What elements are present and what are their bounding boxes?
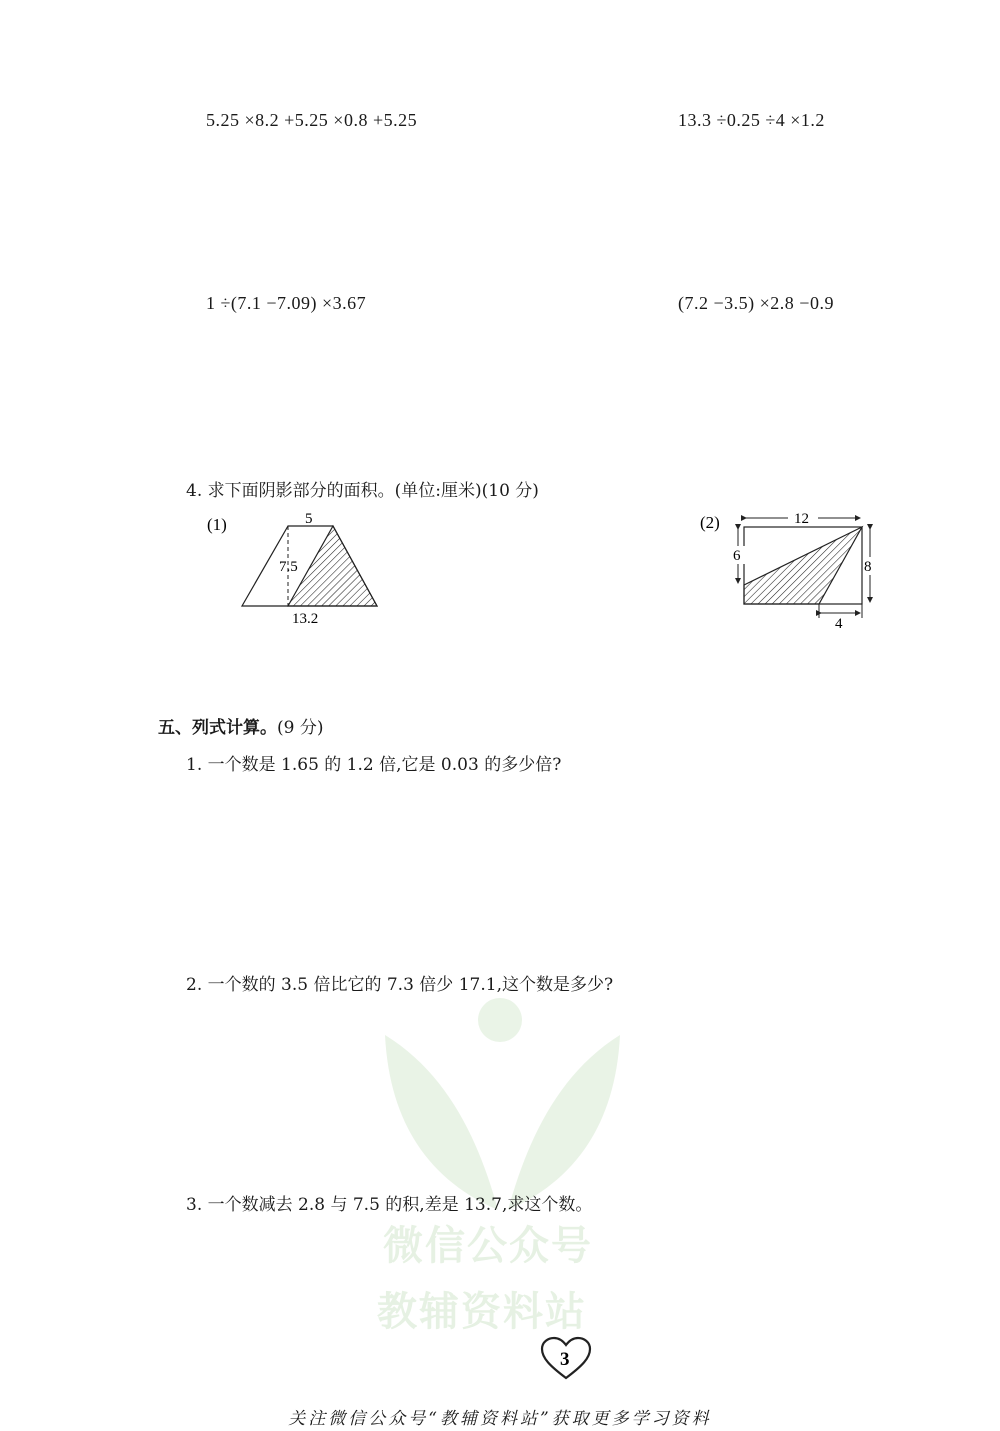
figure-2-top-label: 12: [794, 511, 809, 527]
section-5-item-1: 1. 一个数是 1.65 的 1.2 倍,它是 0.03 的多少倍?: [186, 755, 562, 775]
figure-2: [698, 508, 888, 637]
question-4-text: 4. 求下面阴影部分的面积。(单位:厘米)(10 分): [186, 481, 539, 501]
figure-2-bottom-label: 4: [835, 616, 843, 632]
watermark-line2: 教辅资料站: [377, 1289, 587, 1335]
shaded-quadrilateral: [744, 527, 862, 604]
figure-1-label: (1): [207, 515, 227, 534]
section-5-item-2: 2. 一个数的 3.5 倍比它的 7.3 倍少 17.1,这个数是多少?: [186, 975, 614, 995]
figure-1-bottom-label: 13.2: [292, 611, 319, 627]
expression-2: 13.3 ÷0.25 ÷4 ×1.2: [678, 110, 825, 130]
section-5-title: 五、列式计算。: [158, 718, 277, 738]
expression-3: 1 ÷(7.1 −7.09) ×3.67: [206, 293, 367, 313]
section-5-item-3: 3. 一个数减去 2.8 与 7.5 的积,差是 13.7,求这个数。: [186, 1195, 593, 1215]
footer-note: 关注微信公众号“教辅资料站”获取更多学习资料: [288, 1409, 712, 1429]
figure-2-right-label: 8: [864, 559, 872, 575]
figure-2-left-label: 6: [733, 548, 741, 564]
page-number-heart: [540, 1336, 592, 1386]
figure-2-label: (2): [700, 513, 720, 532]
section-5-points: (9 分): [277, 718, 324, 738]
heart-icon: [540, 1336, 592, 1382]
figure-1-top-label: 5: [305, 511, 313, 527]
figure-1: [205, 510, 395, 634]
watermark-line1: 微信公众号: [383, 1223, 593, 1269]
section-5-heading: [158, 713, 323, 738]
expression-4: (7.2 −3.5) ×2.8 −0.9: [678, 293, 834, 313]
shaded-triangle: [288, 526, 377, 606]
expression-1: 5.25 ×8.2 +5.25 ×0.8 +5.25: [206, 110, 418, 130]
page-number: 3: [560, 1349, 570, 1370]
figure-1-height-label: 7.5: [279, 559, 298, 575]
